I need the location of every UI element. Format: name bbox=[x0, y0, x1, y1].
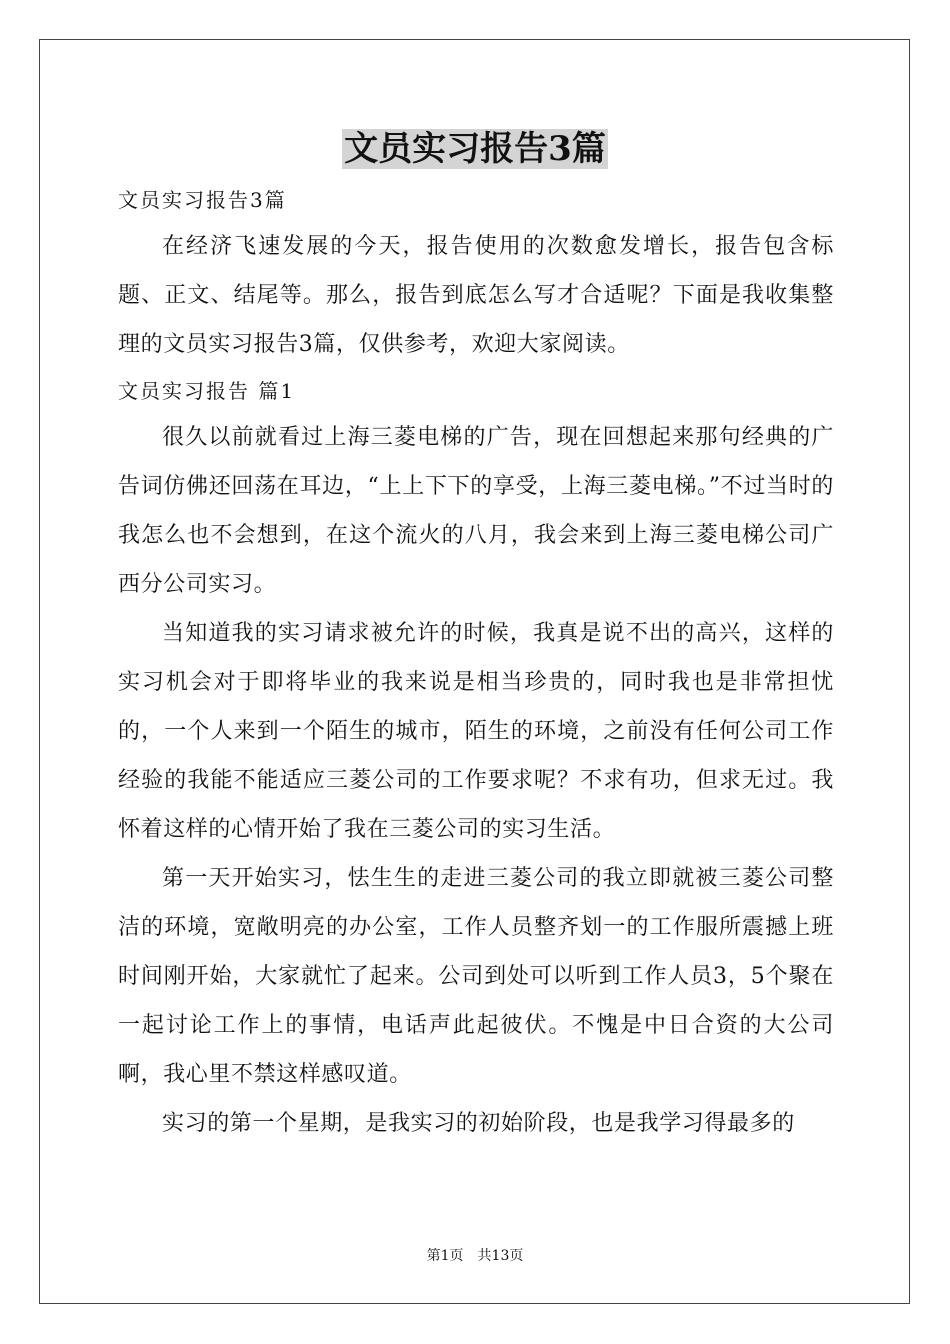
page-footer bbox=[0, 1246, 950, 1266]
body-paragraph: 很久以前就看过上海三菱电梯的广告，现在回想起来那句经典的广告词仿佛还回荡在耳边，“上上下下的享受，上海三菱电梯。”不过当时的我怎么也不会想到，在这个流火的八月，我会来到上海三菱电梯公司广西分公司实习。 bbox=[118, 425, 834, 597]
document-title bbox=[0, 124, 950, 174]
document-title-text: 文员实习报告3篇 bbox=[344, 129, 606, 169]
intro-paragraph: 在经济飞速发展的今天，报告使用的次数愈发增长，报告包含标题、正文、结尾等。那么，报告到底怎么写才合适呢？下面是我收集整理的文员实习报告3篇，仅供参考，欢迎大家阅读。 bbox=[118, 234, 834, 357]
section-heading: 文员实习报告 篇1 bbox=[118, 379, 296, 403]
body-paragraph: 实习的第一个星期，是我实习的初始阶段，也是我学习得最多的 bbox=[162, 1111, 795, 1136]
document-subtitle: 文员实习报告3篇 bbox=[118, 188, 287, 212]
body-paragraph: 当知道我的实习请求被允许的时候，我真是说不出的高兴，这样的实习机会对于即将毕业的我来说是相当珍贵的，同时我也是非常担忧的，一个人来到一个陌生的城市，陌生的环境，之前没有任何公司工作经验的我能不能适应三菱公司的工作要求呢？不求有功，但求无过。我怀着这样的心情开始了我在三菱公司的实习生活。 bbox=[118, 621, 834, 842]
document-body bbox=[118, 178, 834, 1148]
body-paragraph: 第一天开始实习，怯生生的走进三菱公司的我立即就被三菱公司整洁的环境，宽敞明亮的办公室，工作人员整齐划一的工作服所震撼上班时间刚开始，大家就忙了起来。公司到处可以听到工作人员3，5个聚在一起讨论工作上的事情，电话声此起彼伏。不愧是中日合资的大公司啊，我心里不禁这样感叹道。 bbox=[118, 866, 834, 1087]
page-number-label: 第1页 共13页 bbox=[426, 1248, 524, 1264]
